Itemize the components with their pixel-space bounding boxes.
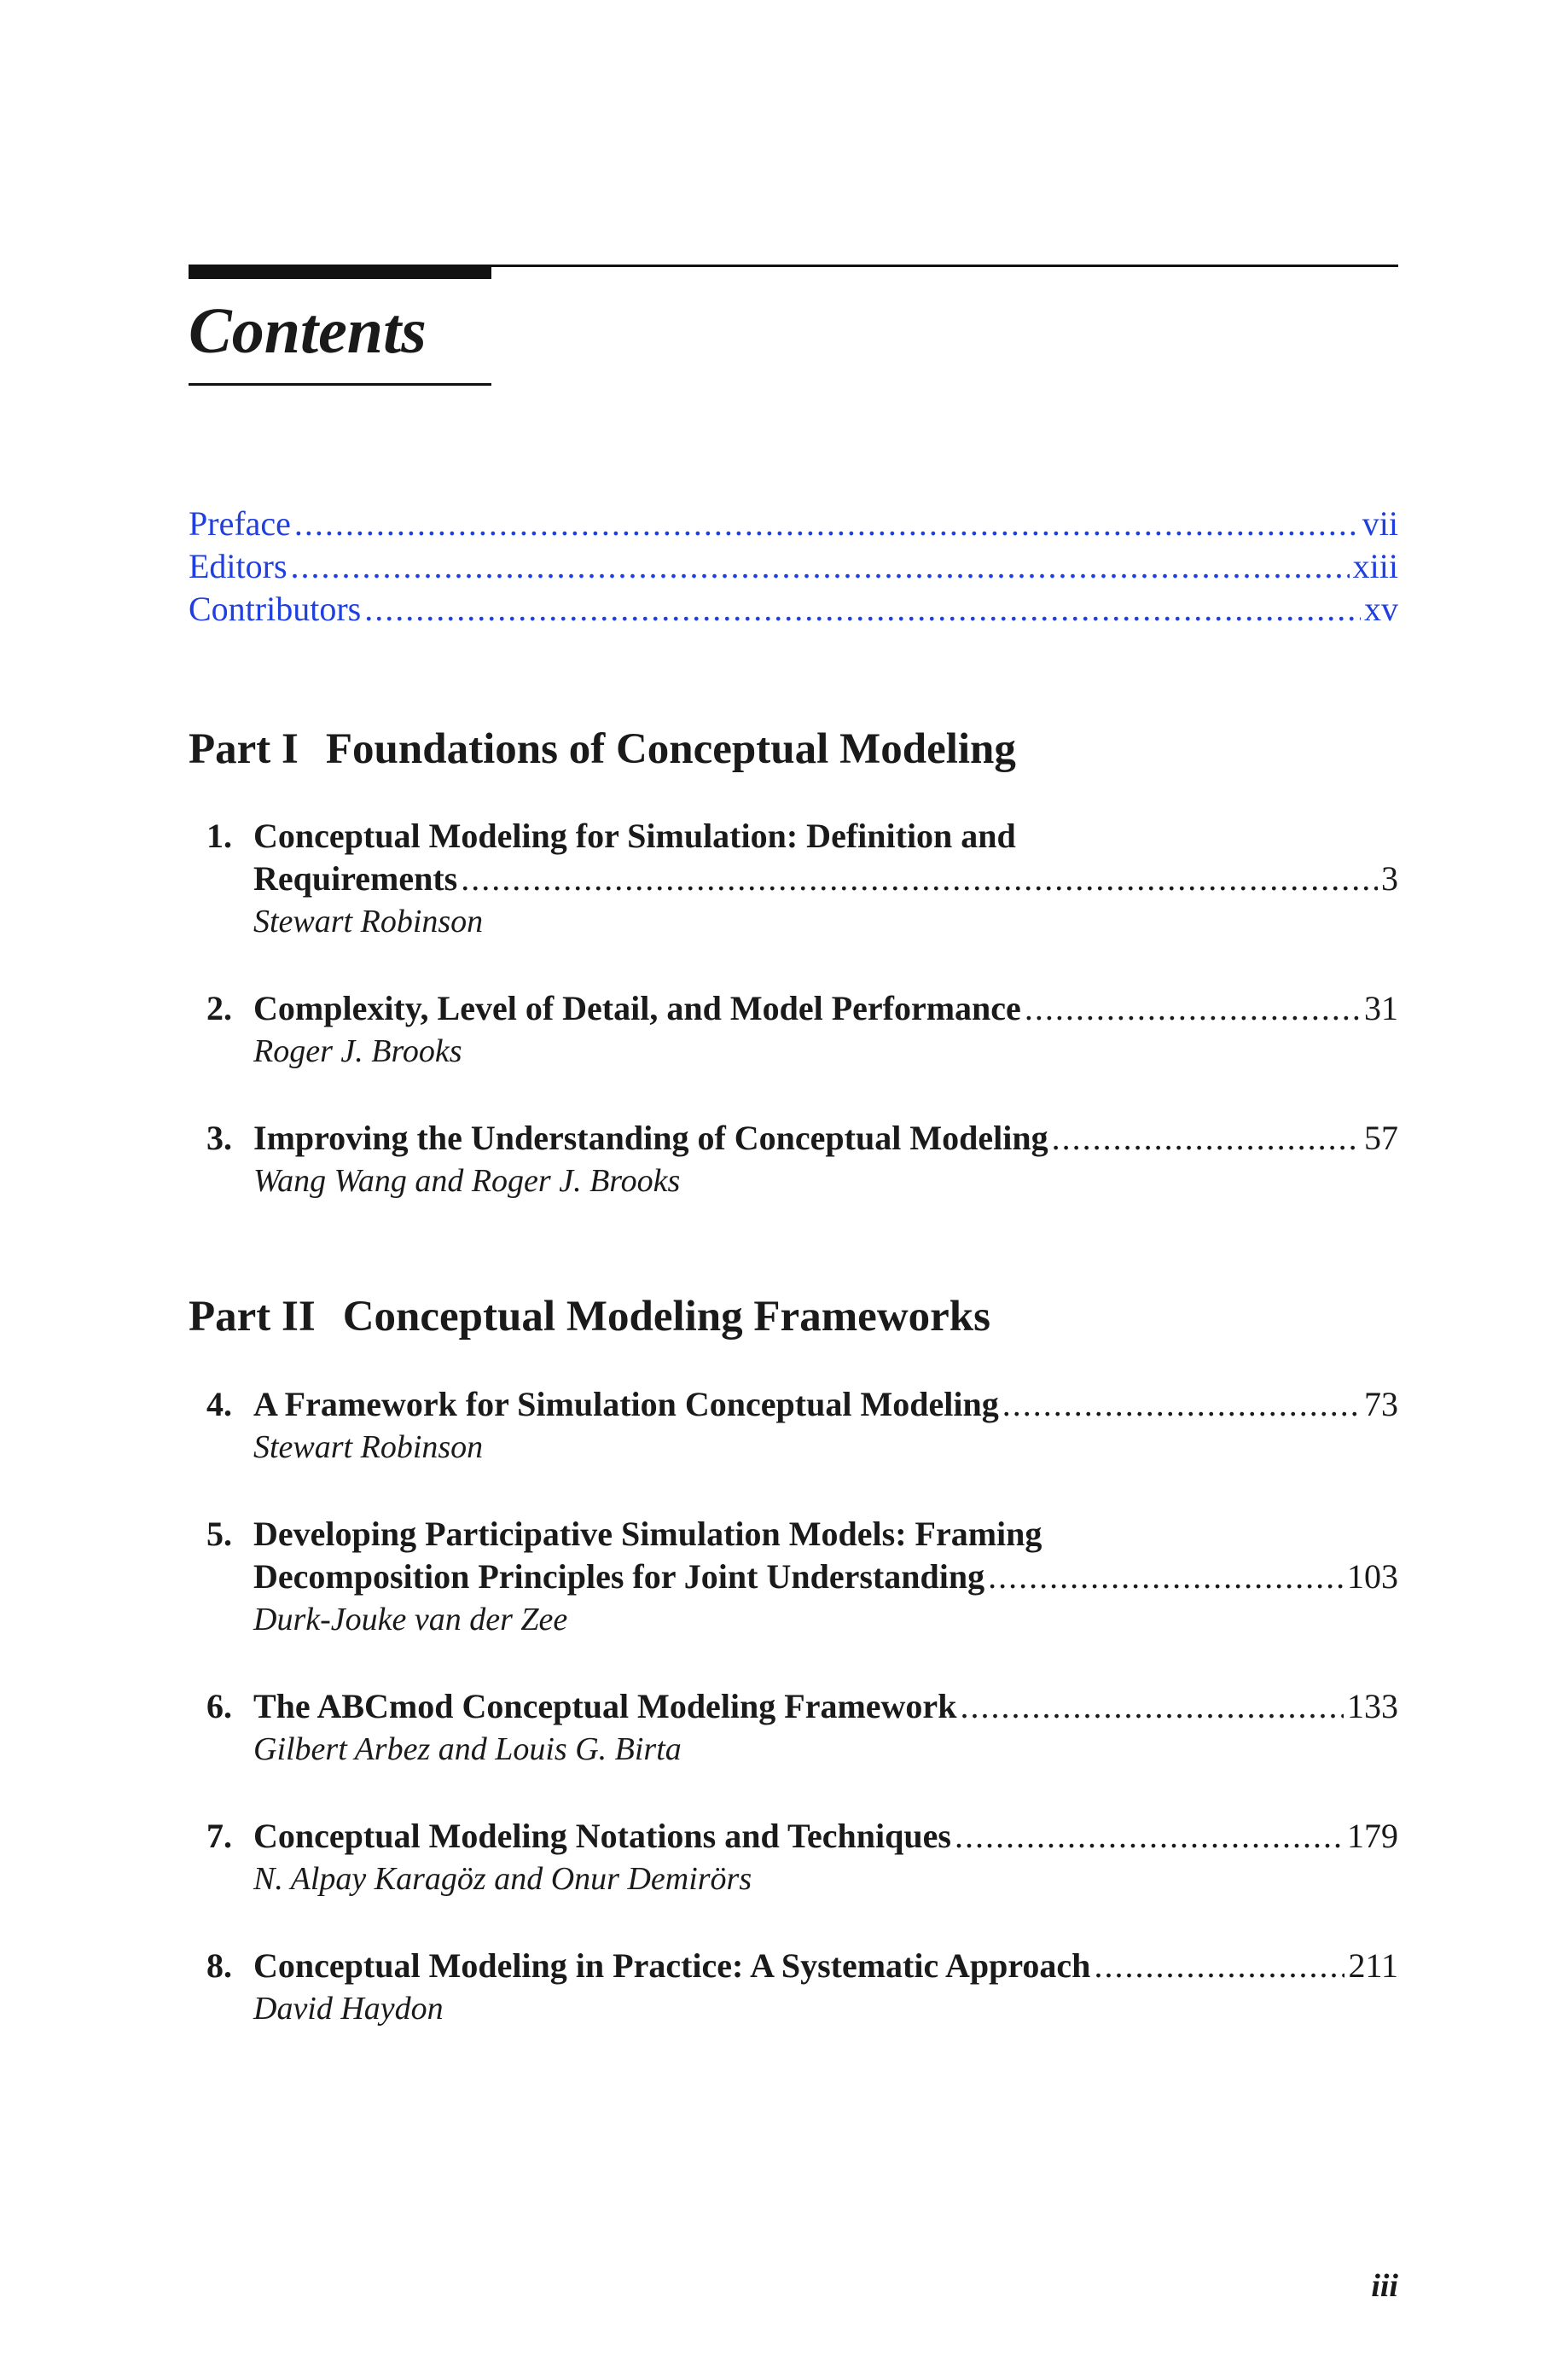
title-underline: [189, 383, 491, 386]
chapter-page: 57: [1364, 1119, 1398, 1157]
chapter-authors: David Haydon: [253, 1991, 444, 2027]
leader-dots: [1025, 987, 1361, 1030]
chapter-title: Improving the Understanding of Conceptual Modeling: [253, 1119, 1048, 1157]
chapter-authors: Gilbert Arbez and Louis G. Birta: [253, 1731, 682, 1767]
chapter-title: A Framework for Simulation Conceptual Modeling: [253, 1385, 999, 1423]
chapter-title: The ABCmod Conceptual Modeling Framework: [253, 1687, 957, 1725]
part-title: Foundations of Conceptual Modeling: [325, 725, 1016, 773]
chapter-title: Conceptual Modeling Notations and Techniques: [253, 1817, 951, 1855]
chapter-number: 8.: [206, 1946, 232, 1985]
toc-entry-page: xiii: [1352, 547, 1398, 585]
leader-dots: [960, 1685, 1344, 1728]
chapter-number: 7.: [206, 1817, 232, 1855]
chapter-title: Complexity, Level of Detail, and Model Performance: [253, 989, 1021, 1027]
chapter-entry-4[interactable]: [253, 1383, 1398, 1426]
chapter-entry-5[interactable]: [253, 1556, 1398, 1598]
part-heading-2: [189, 1289, 990, 1344]
chapter-number: 6.: [206, 1687, 232, 1725]
chapter-entry-3[interactable]: [253, 1117, 1398, 1160]
chapter-number: 4.: [206, 1385, 232, 1423]
chapter-page: 3: [1381, 859, 1398, 898]
chapter-authors: Wang Wang and Roger J. Brooks: [253, 1163, 681, 1199]
chapter-number: 3.: [206, 1119, 232, 1157]
chapter-title: Conceptual Modeling in Practice: A Systematic Approach: [253, 1946, 1091, 1985]
toc-entry-label: Contributors: [189, 590, 362, 628]
toc-entry-contributors[interactable]: [189, 588, 1398, 631]
toc-entry-label: Editors: [189, 547, 287, 585]
chapter-entry-6[interactable]: [253, 1685, 1398, 1728]
leader-dots: [294, 503, 1359, 545]
chapter-entry-8[interactable]: [253, 1945, 1398, 1987]
part-title: Conceptual Modeling Frameworks: [342, 1293, 990, 1341]
leader-dots: [955, 1815, 1344, 1858]
part-heading-1: [189, 722, 1016, 776]
chapter-title-line2: Requirements: [253, 859, 458, 898]
part-label: Part I: [189, 725, 299, 773]
leader-dots: [1094, 1945, 1344, 1987]
leader-dots: [364, 588, 1361, 631]
chapter-authors: Stewart Robinson: [253, 904, 484, 939]
chapter-authors: Durk-Jouke van der Zee: [253, 1602, 568, 1637]
toc-entry-label: Preface: [189, 504, 291, 543]
chapter-title-line1[interactable]: Conceptual Modeling for Simulation: Definition and: [253, 817, 1016, 855]
leader-dots: [1052, 1117, 1361, 1160]
leader-dots: [291, 545, 1350, 588]
header-rule-accent: [189, 265, 491, 279]
leader-dots: [461, 858, 1378, 900]
chapter-authors: Stewart Robinson: [253, 1429, 484, 1465]
chapter-page: 179: [1347, 1817, 1398, 1855]
chapter-page: 133: [1347, 1687, 1398, 1725]
toc-entry-page: xv: [1364, 590, 1398, 628]
chapter-page: 31: [1364, 989, 1398, 1027]
chapter-number: 5.: [206, 1515, 232, 1553]
leader-dots: [988, 1556, 1344, 1598]
chapter-number: 1.: [206, 817, 232, 855]
chapter-entry-7[interactable]: [253, 1815, 1398, 1858]
toc-entry-preface[interactable]: [189, 503, 1398, 545]
chapter-title-line2: Decomposition Principles for Joint Understanding: [253, 1557, 985, 1596]
chapter-entry-2[interactable]: [253, 987, 1398, 1030]
toc-entry-page: vii: [1362, 504, 1398, 543]
chapter-title-line1[interactable]: Developing Participative Simulation Models: Framing: [253, 1515, 1042, 1553]
chapter-authors: N. Alpay Karagöz and Onur Demirörs: [253, 1861, 752, 1897]
toc-entry-editors[interactable]: [189, 545, 1398, 588]
page-title: Contents: [189, 295, 427, 367]
chapter-page: 73: [1364, 1385, 1398, 1423]
chapter-page: 211: [1348, 1946, 1398, 1985]
page-folio: iii: [1371, 2268, 1398, 2304]
chapter-number: 2.: [206, 989, 232, 1027]
chapter-page: 103: [1347, 1557, 1398, 1596]
chapter-entry-1[interactable]: [253, 858, 1398, 900]
chapter-authors: Roger J. Brooks: [253, 1033, 462, 1069]
part-label: Part II: [189, 1293, 316, 1341]
leader-dots: [1002, 1383, 1361, 1426]
